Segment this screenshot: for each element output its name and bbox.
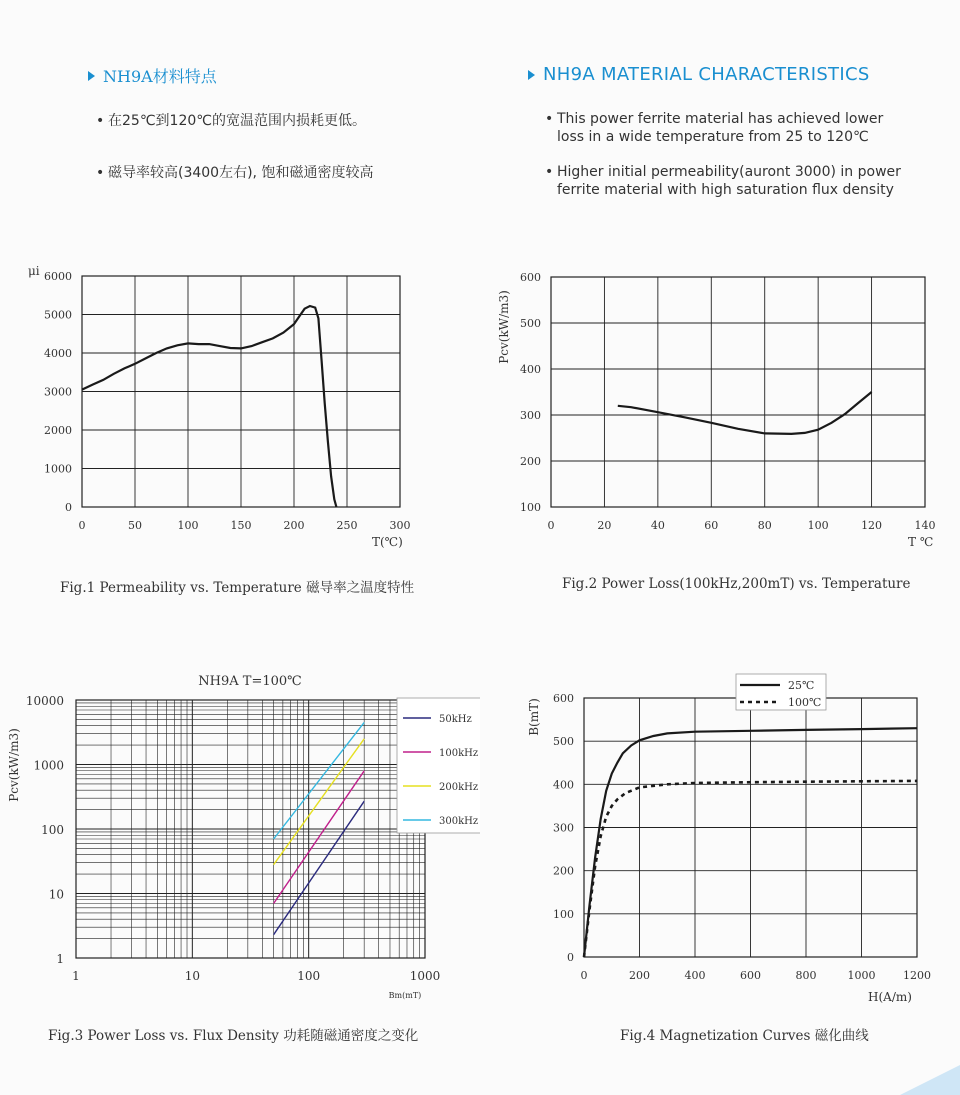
x-tick-label: 200	[629, 969, 650, 982]
y-tick-label: 1000	[33, 758, 64, 773]
section-header-en	[528, 64, 870, 85]
x-tick-label: 80	[757, 519, 772, 532]
x-tick-label: 50	[128, 519, 142, 532]
x-tick-label: 140	[914, 519, 936, 532]
y-tick-label: 400	[553, 778, 574, 792]
chart-title: NH9A T=100℃	[198, 674, 302, 689]
x-axis-label: Bm(mT)	[388, 991, 422, 1000]
x-tick-label: 0	[78, 519, 86, 532]
triangle-bullet-icon	[528, 70, 535, 80]
y-tick-label: 600	[553, 692, 574, 705]
x-tick-label: 100	[297, 969, 321, 983]
y-tick-label: 4000	[44, 347, 72, 360]
x-tick-label: 0	[580, 969, 588, 982]
bullet-en-2: • Higher initial permeability(auront 3000) in power ferrite material with high saturation flux density	[545, 164, 901, 198]
series-line-200kHz	[274, 739, 365, 865]
y-tick-label: 200	[553, 864, 574, 878]
legend-label: 25℃	[788, 679, 815, 692]
x-tick-label: 60	[704, 519, 719, 532]
plot-frame	[551, 277, 925, 507]
x-tick-label: 1	[72, 969, 80, 983]
bullet-cn-1: • 在25℃到120℃的宽温范围内损耗更低。	[96, 113, 366, 129]
legend-label: 300kHz	[439, 816, 479, 827]
x-tick-label: 250	[336, 519, 358, 532]
y-tick-label: 400	[520, 363, 541, 376]
y-tick-label: 0	[567, 951, 574, 964]
bullet-en-1: • This power ferrite material has achieved lower loss in a wide temperature from 25 to 120℃	[545, 111, 884, 145]
x-tick-label: 20	[597, 519, 612, 532]
x-tick-label: 1000	[409, 969, 441, 983]
x-tick-label: 120	[861, 519, 883, 532]
y-axis-label: Pcv(kW/m3)	[7, 728, 21, 802]
fig2-caption: Fig.2 Power Loss(100kHz,200mT) vs. Temperature	[562, 576, 911, 592]
legend-label: 100℃	[788, 696, 822, 709]
y-tick-label: 200	[520, 455, 541, 468]
y-tick-label: 300	[553, 821, 574, 835]
y-axis-label: B(mT)	[527, 698, 541, 736]
y-tick-label: 10000	[25, 694, 64, 708]
y-tick-label: 500	[553, 735, 574, 749]
y-axis-label: μi	[28, 264, 40, 278]
y-tick-label: 500	[520, 317, 541, 330]
x-tick-label: 10	[184, 969, 200, 983]
legend-label: 200kHz	[439, 782, 479, 793]
x-axis-label: T ℃	[908, 535, 934, 549]
x-tick-label: 150	[230, 519, 252, 532]
x-tick-label: 100	[177, 519, 199, 532]
triangle-bullet-icon	[88, 71, 95, 81]
chart-permeability-vs-temperature	[0, 255, 480, 555]
x-tick-label: 300	[389, 519, 411, 532]
x-tick-label: 800	[795, 969, 817, 982]
y-tick-label: 100	[520, 501, 541, 514]
y-tick-label: 10	[48, 887, 64, 902]
y-axis-label: Pcv(kW/m3)	[497, 290, 511, 364]
series-line-1	[82, 306, 336, 507]
y-tick-label: 2000	[44, 424, 72, 437]
chart-magnetization-curves	[480, 665, 960, 1010]
x-tick-label: 200	[283, 519, 305, 532]
y-tick-label: 6000	[44, 270, 72, 283]
fig1-caption: Fig.1 Permeability vs. Temperature 磁导率之温度特性	[60, 580, 415, 596]
fig4-caption: Fig.4 Magnetization Curves 磁化曲线	[620, 1028, 869, 1044]
y-tick-label: 1000	[44, 462, 72, 476]
x-tick-label: 1000	[847, 969, 876, 982]
header-en-text: NH9A MATERIAL CHARACTERISTICS	[543, 64, 870, 85]
series-line-1	[618, 392, 872, 434]
series-line-100kHz	[274, 771, 365, 904]
section-header-cn	[88, 64, 217, 87]
legend-label: 100kHz	[439, 748, 479, 759]
y-tick-label: 5000	[44, 308, 72, 322]
y-tick-label: 100	[553, 907, 574, 921]
fig3-caption: Fig.3 Power Loss vs. Flux Density 功耗随磁通密度之变化	[48, 1028, 419, 1044]
y-tick-label: 3000	[44, 385, 72, 399]
y-tick-label: 0	[65, 501, 72, 514]
x-tick-label: 600	[740, 969, 761, 982]
x-tick-label: 1200	[903, 969, 931, 982]
x-axis-label: H(A/m)	[868, 990, 912, 1004]
x-axis-label: T(℃)	[372, 535, 403, 549]
chart-power-loss-vs-temperature	[480, 255, 960, 555]
legend-label: 50kHz	[439, 714, 472, 725]
y-tick-label: 100	[41, 823, 64, 837]
x-tick-label: 40	[650, 519, 665, 532]
x-tick-label: 0	[547, 519, 555, 532]
y-tick-label: 1	[56, 952, 64, 966]
x-tick-label: 100	[807, 519, 829, 532]
y-tick-label: 600	[520, 271, 541, 284]
x-tick-label: 400	[684, 969, 706, 982]
corner-decoration	[900, 1065, 960, 1095]
chart-power-loss-vs-flux-density	[0, 665, 480, 1010]
y-tick-label: 300	[520, 409, 541, 422]
bullet-cn-2: • 磁导率较高(3400左右), 饱和磁通密度较高	[96, 165, 374, 181]
header-cn-text: NH9A材料特点	[103, 67, 217, 86]
